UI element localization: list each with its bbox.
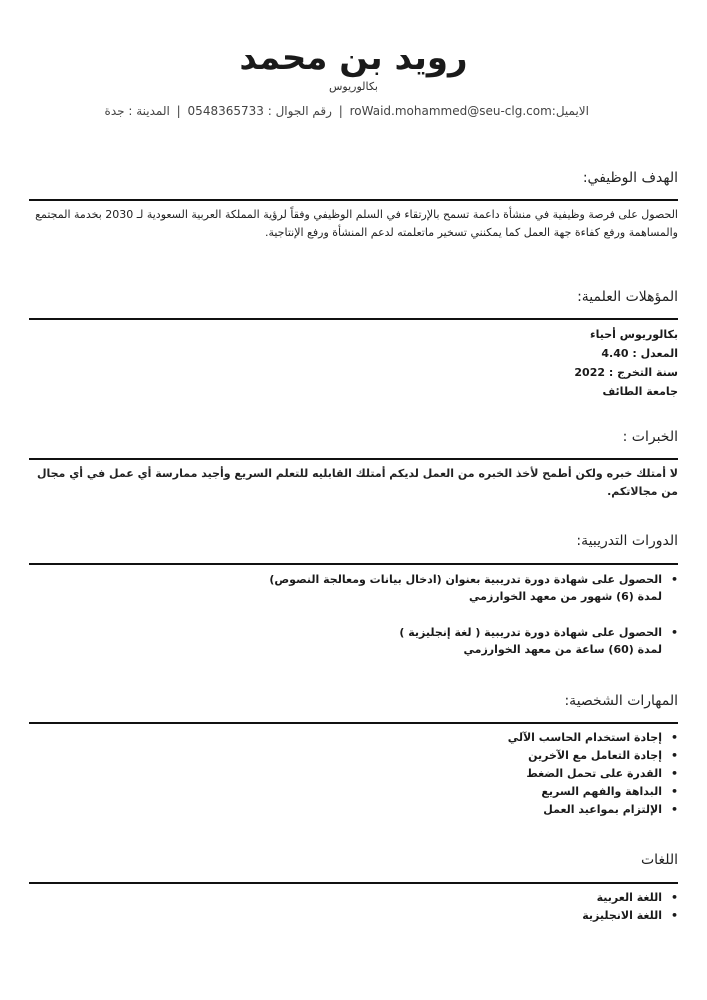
section-divider xyxy=(29,458,678,460)
section-divider xyxy=(29,563,678,565)
courses-title: الدورات التدريبية: xyxy=(576,533,678,549)
bullet-icon: • xyxy=(670,909,678,922)
bullet-icon: • xyxy=(670,785,678,798)
separator: | xyxy=(176,104,181,118)
list-item xyxy=(38,907,678,925)
section-divider xyxy=(29,199,678,201)
course-duration: لمدة (6) شهور من معهد الخوارزمي xyxy=(469,590,662,603)
section-divider xyxy=(29,882,678,884)
bullet-icon: • xyxy=(670,731,678,744)
course-duration: لمدة (60) ساعة من معهد الخوارزمي xyxy=(463,643,662,656)
experience-title: الخبرات : xyxy=(622,429,678,445)
skill-label: البداهة والفهم السريع xyxy=(541,785,662,798)
objective-text xyxy=(28,206,678,242)
list-item xyxy=(38,571,678,605)
skill-label: إجادة التعامل مع الآخرين xyxy=(528,749,662,762)
bullet-icon: • xyxy=(670,767,678,780)
separator: | xyxy=(338,104,343,118)
skill-label: إجادة استخدام الحاسب الآلي xyxy=(507,731,662,744)
objective-line: الحصول على فرصة وظيفية في منشأة داعمة تسمح بالإرتقاء في السلم الوظيفي وفقاً لرؤية المملكة العربية السعودية لـ 2030 بخدمة المجتمع xyxy=(35,208,678,221)
list-item xyxy=(38,624,678,658)
email-text: الايميل:roWaid.mohammed@seu-clg.com xyxy=(349,104,589,118)
list-item xyxy=(38,801,678,819)
course-title: الحصول على شهادة دورة تدريبية بعنوان (ادخال بيانات ومعالجة النصوص) xyxy=(269,573,662,586)
objective-title: الهدف الوظيفي: xyxy=(582,170,678,186)
objective-line: والمساهمة ورفع كفاءة جهة العمل كما يمكنني تسخير ماتعلمته لدعم المنشأة ورفع الإنتاجية. xyxy=(264,226,678,239)
qualifications-list xyxy=(38,325,678,401)
list-item xyxy=(38,747,678,765)
city-text: المدينة : جدة xyxy=(104,104,170,118)
qualification-year: سنة التخرج : 2022 xyxy=(574,366,678,379)
phone-text: رقم الجوال : 0548365733 xyxy=(187,104,332,118)
courses-list xyxy=(38,571,678,677)
bullet-icon: • xyxy=(670,749,678,762)
qualification-gpa: المعدل : 4.40 xyxy=(601,347,678,360)
list-item xyxy=(38,889,678,907)
course-title: الحصول على شهادة دورة تدريبية ( لغة إنجليزية ) xyxy=(399,626,662,639)
bullet-icon: • xyxy=(670,626,678,639)
qualifications-title: المؤهلات العلمية: xyxy=(577,289,678,305)
section-divider xyxy=(29,722,678,724)
candidate-degree: بكالوريوس xyxy=(328,80,378,93)
contact-line xyxy=(29,104,589,118)
languages-title: اللغات xyxy=(641,852,678,868)
skills-list xyxy=(38,729,678,819)
language-label: اللغة الانجليزية xyxy=(582,909,662,922)
bullet-icon: • xyxy=(670,891,678,904)
list-item xyxy=(38,765,678,783)
skill-label: القدرة على تحمل الضغط xyxy=(526,767,662,780)
skills-title: المهارات الشخصية: xyxy=(564,693,678,709)
skill-label: الإلتزام بمواعيد العمل xyxy=(543,803,662,816)
languages-list xyxy=(38,889,678,925)
list-item xyxy=(38,783,678,801)
qualification-university: جامعة الطائف xyxy=(602,385,678,398)
candidate-name: رويد بن محمد xyxy=(239,38,468,78)
section-divider xyxy=(29,318,678,320)
language-label: اللغة العربية xyxy=(596,891,662,904)
qualification-degree: بكالوريوس أحياء xyxy=(590,328,678,341)
list-item xyxy=(38,729,678,747)
experience-text: لا أمتلك خبره ولكن أطمح لأخذ الخبره من العمل لديكم أمتلك القابليه للتعلم السريع وأجيد ممارسة أي عمل في أي مجال من مجالاتكم. xyxy=(36,467,678,498)
bullet-icon: • xyxy=(670,573,678,586)
bullet-icon: • xyxy=(670,803,678,816)
